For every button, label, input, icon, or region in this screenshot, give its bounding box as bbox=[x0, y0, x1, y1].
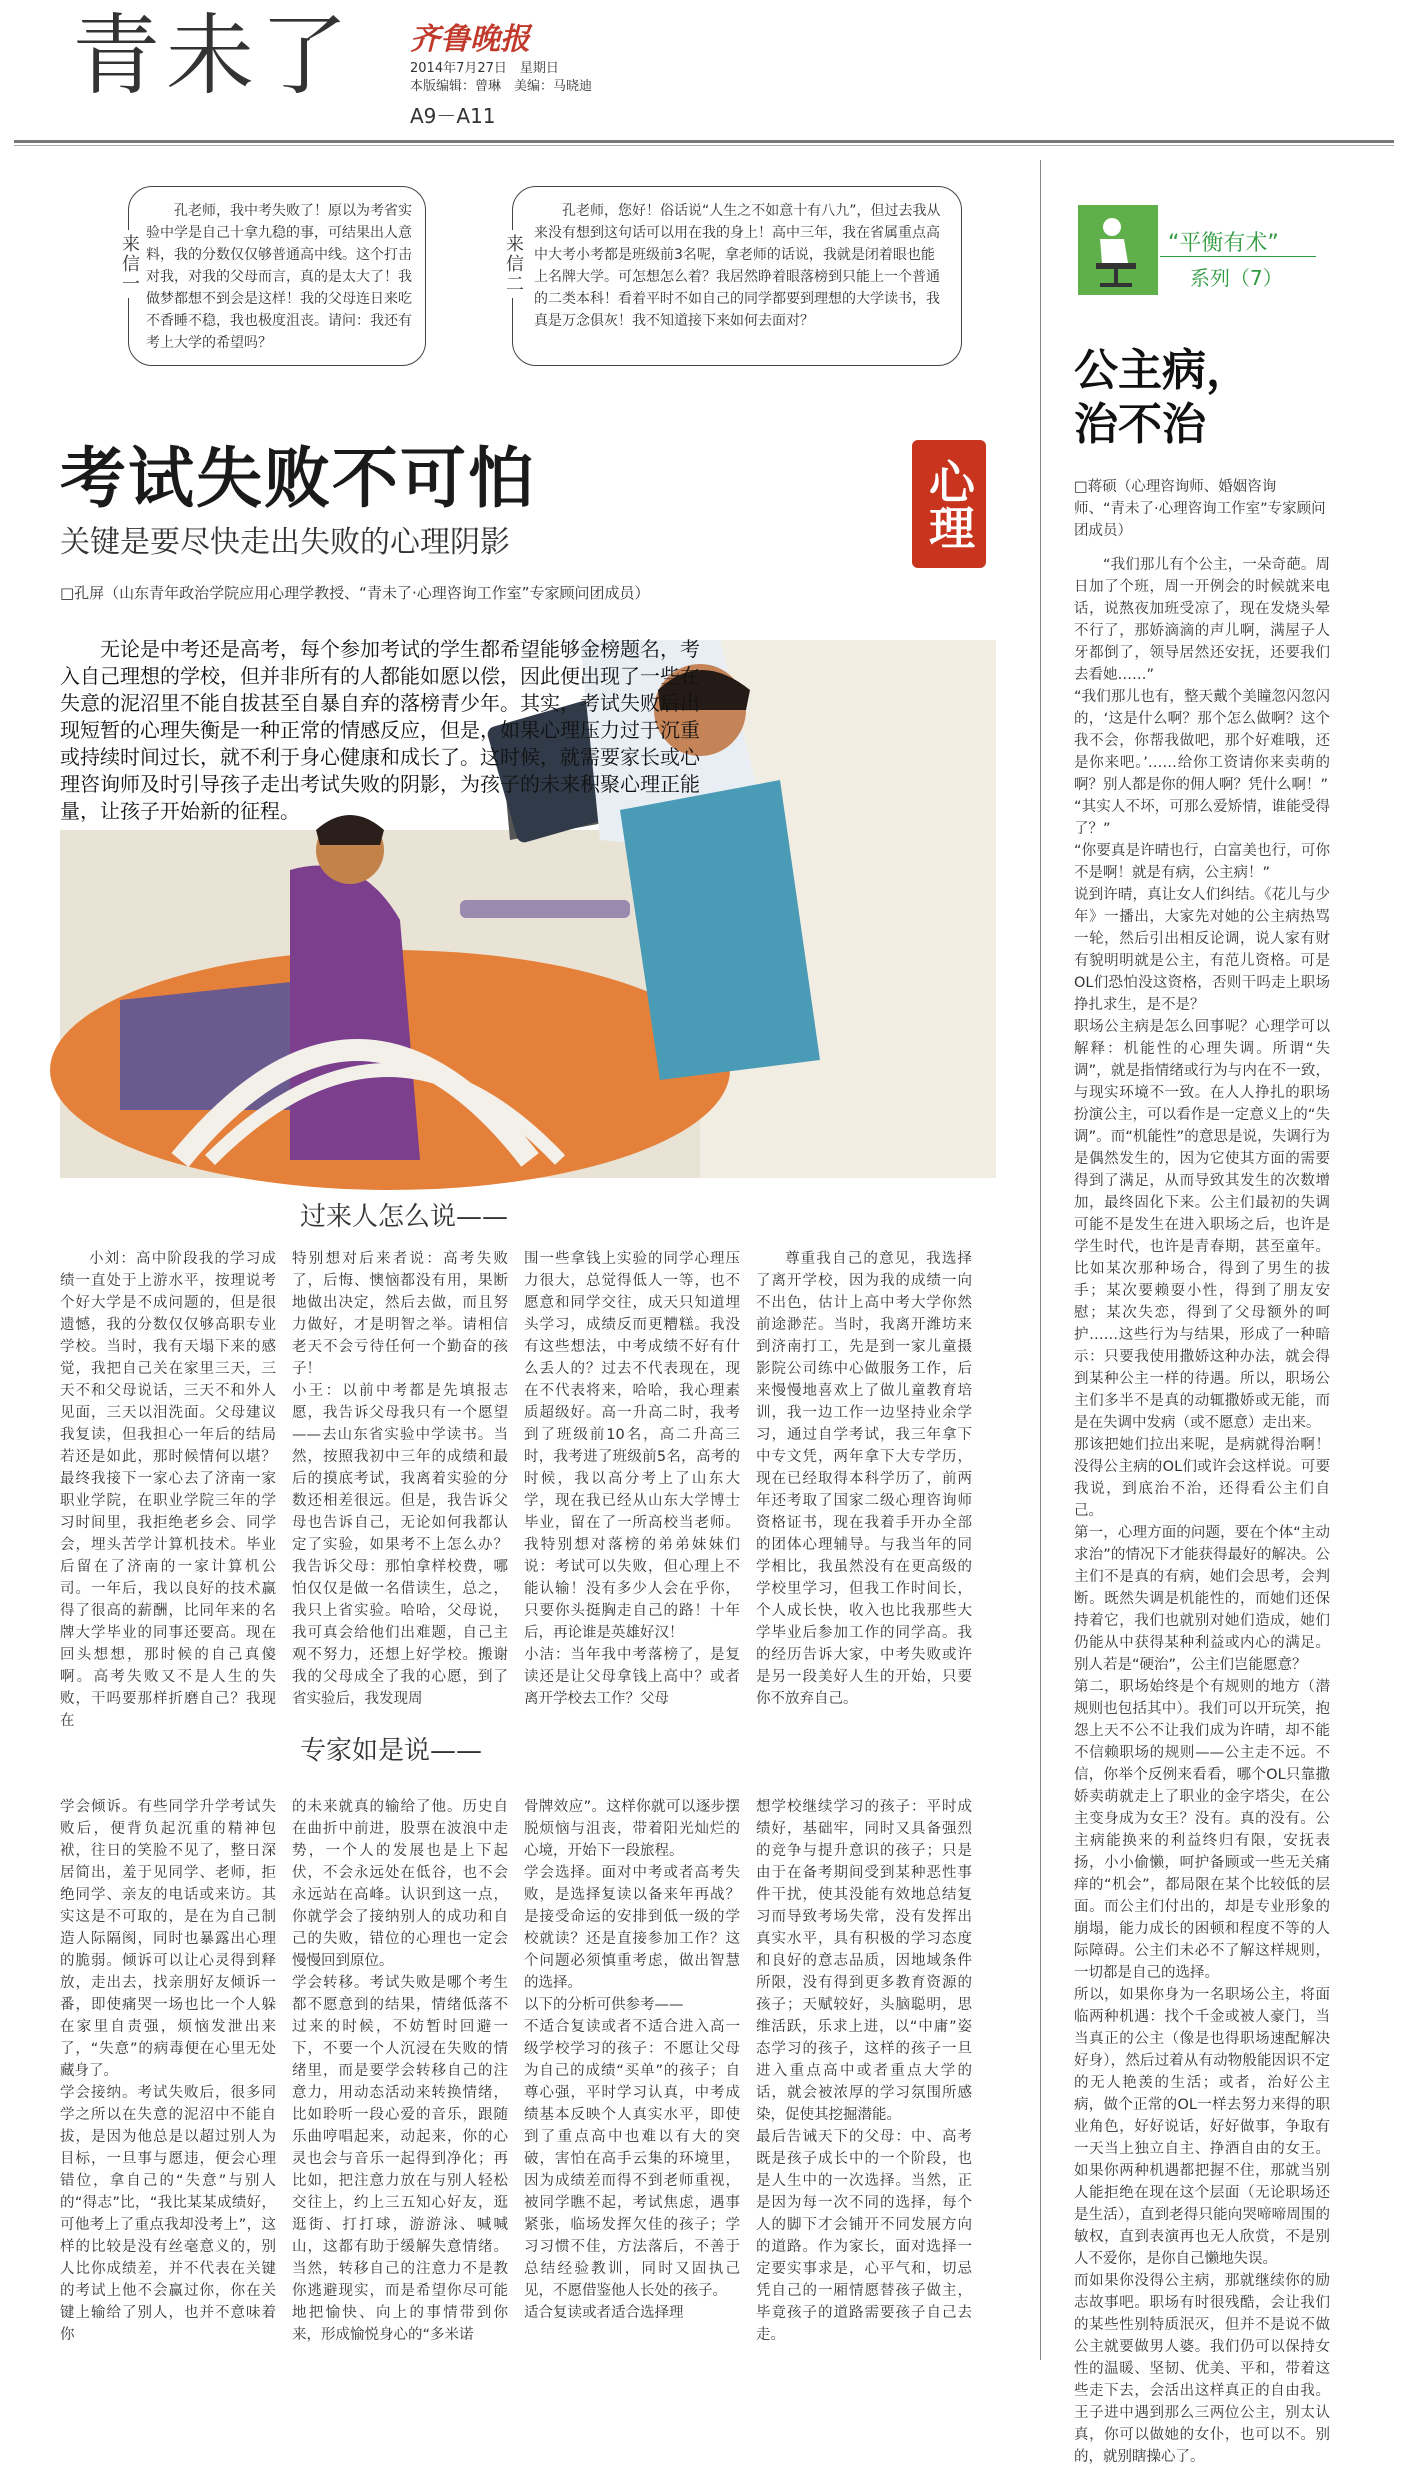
side-byline: □蒋硕（心理咨询师、婚姻咨询师、“青未了·心理咨询工作室”专家顾问团成员） bbox=[1074, 479, 1326, 539]
letter-tag-2: 来信二 bbox=[500, 230, 526, 298]
letter-tag-1: 来信一 bbox=[116, 230, 142, 298]
article-intro: 无论是中考还是高考，每个参加考试的学生都希望能够金榜题名，考入自己理想的学校，但并非所有的人都能如愿以偿，因此便出现了一些在失意的泥沼里不能自拔甚至自暴自弃的落榜青少年。其实，考试失败后出现短暂的心理失衡是一种正常的情感反应，但是，如果心理压力过于沉重或持续时间过长，就不利于身心健康和成长了。这时候，就需要家长或心理咨询师及时引导孩子走出考试失败的阴影，为孩子的未来积聚心理正能量，让孩子开始新的征程。 bbox=[60, 637, 700, 823]
issue-date: 2014年7月27日 星期日 bbox=[410, 61, 559, 76]
series-rule bbox=[1160, 256, 1316, 257]
section-heading-expert: 专家如是说—— bbox=[300, 1736, 483, 1766]
section1-col-1 bbox=[60, 1248, 276, 1729]
header-rule-thin bbox=[14, 145, 1394, 146]
side-title bbox=[1074, 344, 1250, 452]
side-title-line-2: 治不治 bbox=[1074, 399, 1206, 450]
header-rule bbox=[14, 140, 1394, 143]
editor-credits: 本版编辑：曾琳 美编：马晓迪 bbox=[410, 79, 593, 94]
column-stamp bbox=[912, 440, 986, 568]
side-title-line-1: 公主病， bbox=[1074, 345, 1250, 396]
section2-col-2: 的未来就真的输给了他。历史自在曲折中前进，股票在波浪中走势，一个人的发展也是上下起伏，不会永远处在低谷，也不会永远站在高峰。认识到这一点，你就学会了接纳别人的成功和自己的失败，错位的心理也一定会慢慢回到原位。 学会转移。考试失败是哪个考生都不愿意到的结果，情绪低落不过来的时候，不妨暂时回避一下，不要一个人沉浸在失败的情绪里，而是要学会转移自己的注意力，用动态活动来转换情绪，比如聆听一段心爱的音乐，跟随乐曲哼唱起来，动起来，你的心灵也会与音乐一起得到净化；再比如，把注意力放在与别人轻松交往上，约上三五知心好友，逛逛街、打打球，游游泳、喊喊山，这都有助于缓解失意情绪。当然，转移自己的注意力不是教你逃避现实，而是希望你尽可能地把愉快、向上的事情带到你来，形成愉悦身心的“多米诺 bbox=[292, 1799, 508, 2343]
section1-col-3: 围一些拿钱上实验的同学心理压力很大，总觉得低人一等，也不愿意和同学交往，成天只知道埋头学习，成绩反而更糟糕。我没有这些想法，中考成绩不好有什么丢人的？过去不代表现在，现在不代表将来，哈哈，我心理素质超级好。高一升高二时，我考到了班级前10名，高二升高三时，我考进了班级前5名，高考的时候，我以高分考上了山东大学，现在我已经从山东大学博士毕业，留在了一所高校当老师。我特别想对落榜的弟弟妹妹们说：考试可以失败，但心理上不能认输！没有多少人会在乎你，只要你头挺胸走自己的路！十年后，再论谁是英雄好汉！ 小洁：当年我中考落榜了，是复读还是让父母拿钱上高中？或者离开学校去工作？父母 bbox=[524, 1251, 740, 1707]
section-heading-past: 过来人怎么说—— bbox=[300, 1202, 509, 1232]
office-chair-icon bbox=[1078, 205, 1158, 295]
section-title: 青未了 bbox=[72, 4, 355, 107]
section2-col-1: 学会倾诉。有些同学升学考试失败后，便背负起沉重的精神包袱，往日的笑脸不见了，整日深居简出，羞于见同学、老师，拒绝同学、亲友的电话或来访。其实这是不可取的，是在为自己制造人际隔阂，同时也暴露出心理的脆弱。倾诉可以让心灵得到释放，走出去，找亲朋好友倾诉一番，即使痛哭一场也比一个人躲在家里自责强，烦恼发泄出来了，“失意”的病毒便在心里无处藏身了。 学会接纳。考试失败后，很多同学之所以在失意的泥沼中不能自拔，是因为他总是以超过别人为目标，一旦事与愿违，便会心理错位，拿自己的“失意”与别人的“得志”比，“我比某某成绩好，可他考上了重点我却没考上”，这样的比较是没有丝毫意义的，别人比你成绩差，并不代表在关键的考试上他不会赢过你，你在关键上输给了别人，也并不意味着你 bbox=[60, 1799, 276, 2343]
article-subtitle: 关键是要尽快走出失败的心理阴影 bbox=[60, 525, 510, 560]
letter-text-2: 孔老师，您好！俗话说“人生之不如意十有八九”，但过去我从来没有想到这句话可以用在我的身上！高中三年，我在省属重点高中大考小考都是班级前3名呢，拿老师的话说，我就是闭着眼也能上名牌大学。可怎想怎么着？我居然睁着眼落榜到只能上一个普通的二类本科！看着平时不如自己的同学都要到理想的大学读书，我真是万念俱灰！我不知道接下来如何去面对？ bbox=[534, 203, 941, 329]
newspaper-logo: 齐鲁晚报 bbox=[410, 22, 530, 57]
section1-col-4 bbox=[756, 1248, 972, 1707]
section2-col-3: 骨牌效应”。这样你就可以逐步摆脱烦恼与沮丧，带着阳光灿烂的心境，开始下一段旅程。 学会选择。面对中考或者高考失败，是选择复读以备来年再战？是接受命运的安排到低一级的学校就读？还是直接参加工作？这个问题必须慎重考虑，做出智慧的选择。 以下的分析可供参考—— 不适合复读或者不适合进入高一级学校学习的孩子：不愿让父母为自己的成绩“买单”的孩子；自尊心强，平时学习认真，中考成绩基本反映个人真实水平，即使到了重点高中也难以有大的突破，害怕在高手云集的环境里，因为成绩差而得不到老师重视，被同学瞧不起，考试焦虑，遇事紧张，临场发挥欠佳的孩子；学习习惯不佳，方法落后，不善于总结经验教训，同时又固执己见，不愿借鉴他人长处的孩子。 适合复读或者适合选择理 bbox=[524, 1799, 740, 2321]
letter-text-1: 孔老师，我中考失败了！原以为考省实验中学是自己十拿九稳的事，可结果出人意料，我的分数仅仅够普通高中线。这个打击对我，对我的父母而言，真的是太大了！我做梦都想不到会是这样！我的父母连日来吃不香睡不稳，我也极度沮丧。请问：我还有考上大学的希望吗？ bbox=[146, 203, 412, 351]
paragraph: 小刘：高中阶段我的学习成绩一直处于上游水平，按理说考个好大学是不成问题的，但是很遗憾，我的分数仅仅够高职专业学校。当时，我有天塌下来的感觉，我把自己关在家里三天，三天不和父母说话，三天不和外人见面，三天以泪洗面。父母建议我复读，但我担心一年后的结局若还是如此，那时候情何以堪？最终我接下一家心去了济南一家职业学院，在职业学院三年的学习时间里，我拒绝老乡会、同学会，埋头苦学计算机技术。毕业后留在了济南的一家计算机公司。一年后，我以良好的技术赢得了很高的薪酬，比同年来的名牌大学毕业的同事还要高。现在回头想想，那时候的自己真傻啊。高考失败又不是人生的失败，干吗要那样折磨自己？我现在 bbox=[60, 1251, 276, 1729]
section1-col-2: 特别想对后来者说：高考失败了，后悔、懊恼都没有用，果断地做出决定，然后去做，而且努力做好，才是明智之举。请相信老天不会亏待任何一个勤奋的孩子！ 小王：以前中考都是先填报志愿，我告诉父母我只有一个愿望——去山东省实验中学读书。当然，按照我初中三年的成绩和最后的摸底考试，我离着实验的分数还相差很远。但是，我告诉父母也告诉自己，无论如何我都认定了实验，如果考不上怎么办？我告诉父母：那怕拿样校费，哪怕仅仅是做一名借读生，总之，我只上省实验。哈哈，父母说，我可真会给他们出难题，自己主观不努力，还想上好学校。搬谢我的父母成全了我的心愿，到了省实验后，我发现周 bbox=[292, 1251, 508, 1707]
article-byline: □孔屏（山东青年政治学院应用心理学教授、“青未了·心理咨询工作室”专家顾问团成员） bbox=[60, 584, 650, 602]
article-title: 考试失败不可怕 bbox=[60, 439, 536, 517]
page-range: A9－A11 bbox=[410, 104, 496, 128]
series-label: “平衡有术” bbox=[1168, 231, 1279, 256]
column-divider bbox=[1040, 160, 1041, 2360]
paragraph: 尊重我自己的意见，我选择了离开学校，因为我的成绩一向不出色，估计上高中考大学你然前途渺茫。当时，我离开潍坊来到济南打工，先是到一家儿童摄影院公司练中心做服务工作，后来慢慢地喜欢上了做儿童教育培训，我一边工作一边坚持业余学习，通过自学考试，我三年拿下中专文凭，两年拿下大专学历，现在已经取得本科学历了，前两年还考取了国家二级心理咨询师资格证书，现在我着手开办全部的团体心理辅导。与我当年的同学相比，我虽然没有在更高级的学校里学习，但我工作时间长，个人成长快，收入也比我那些大学毕业后参加工作的同学高。我的经历告诉大家，中考失败或许是另一段美好人生的开始，只要你不放弃自己。 bbox=[756, 1251, 972, 1707]
side-body: “我们那儿有个公主，一朵奇葩。周日加了个班，周一开例会的时候就来电话，说熬夜加班受凉了，现在发烧头晕不行了，那娇滴滴的声儿啊，满屋子人牙都倒了，领导居然还安抚，还要我们去看她……” “我们那儿也有，整天戴个美瞳忽闪忽闪的，‘这是什么啊？那个怎么做啊？这个我不会，你帮我做吧，那个好难哦，还是你来吧。’……给你工资请你来卖萌的啊？别人都是你的佣人啊？凭什么啊！” “其实人不坏，可那么爱矫情，谁能受得了？” “你要真是许晴也行，白富美也行，可你不是啊！就是有病，公主病！” 说到许晴，真让女人们纠结。《花儿与少年》一播出，大家先对她的公主病热骂一轮，然后引出相反论调，说人家有财有貌明明就是公主，有范儿资格。可是OL们恐怕没这资格，否则干吗走上职场挣扎求生，是不是？ 职场公主病是怎么回事呢？心理学可以解释：机能性的心理失调。所谓“失调”，就是指情绪或行为与内在不一致，与现实环境不一致。在人人挣扎的职场扮演公主，可以看作是一定意义上的“失调”。而“机能性”的意思是说，失调行为是偶然发生的，因为它使其方面的需要得到了满足，从而导致其发生的次数增加，最终固化下来。公主们最初的失调可能不是发生在进入职场之后，也许是学生时代，也许是青春期，甚至童年。比如某次那种场合，得到了男生的拔手；某次要赖耍小性，得到了朋友安慰；某次失恋，得到了父母额外的呵护……这些行为与结果，形成了一种暗示：只要我使用撒娇这种办法，就会得到某种公主一样的待遇。所以，职场公主们多半不是真的动辄撒娇或无能，而是在失调中发病（或不愿意）走出来。 那该把她们拉出来呢，是病就得治啊！没得公主病的OL们或许会这样说。可要我说，到底治不治，还得看公主们自己。 第一，心理方面的问题，要在个体“主动求治”的情况下才能获得最好的解决。公主们不是真的有病，她们会思考，会判断。既然失调是机能性的，而她们还保持着它，我们也就别对她们造成，她们仍能从中获得某种利益或内心的满足。别人若是“硬治”，公主们岂能愿意？ 第二，职场始终是个有规则的地方（潜规则也包括其中）。我们可以开玩笑，抱怨上天不公不让我们成为许晴，却不能不信赖职场的规则——公主走不远。不信，你举个反例来看看，哪个OL只靠撒娇卖萌就走上了职业的金字塔尖，在公主变身成为女王？没有。真的没有。公主病能换来的利益终归有限，安抚表扬，小小偷懒，呵护备顾或一些无关痛痒的“机会”，都局限在某个比较低的层面。而公主们付出的，却是专业形象的崩塌，能力成长的困顿和程度不等的人际障碍。公主们未必不了解这样规则，一切都是自己的选择。 所以，如果你身为一名职场公主，将面临两种机遇：找个千金或被人豪门，当当真正的公主（像是也得职场速配解决好身），然后过着从有动物般能因识不定的无人艳羡的生活；或者，治好公主病，做个正常的OL一样去努力来得的职业角色，好好说话，好好做事，争取有一天当上独立自主、挣酒自由的女王。如果你两种机遇都把握不住，那就当别人能拒绝在现在这个层面（无论职场还是生活），直到老得只能向哭啼啼周围的敏权，直到表演再也无人欣赏，不是别人不爱你，是你自己懒地失误。 而如果你没得公主病，那就继续你的励志故事吧。职场有时很残酷，会让我们的某些性别特质泯灭，但并不是说不做公主就要做男人婆。我们仍可以保持女性的温暖、坚韧、优美、平和，带着这些走下去，会活出这样真正的自由我。王子进中遇到那么三两位公主，别太认真，你可以做她的女仆，也可以不。别的，就别瞎操心了。 bbox=[1074, 557, 1330, 2465]
section2-col-4: 想学校继续学习的孩子：平时成绩好，基础牢，同时又具备强烈的竞争与提升意识的孩子；只是由于在备考期间受到某种恶性事件干扰，使其没能有效地总结复习而导致考场失常，没有发挥出真实水平，具有积极的学习态度和良好的意志品质，因地域条件所限，没有得到更多教育资源的孩子；天赋较好，头脑聪明，思维活跃，乐求上进，以“中庸”姿态学习的孩子，这样的孩子一旦进入重点高中或者重点大学的话，就会被浓厚的学习氛围所感染，促使其挖掘潜能。 最后告诫天下的父母：中、高考既是孩子成长中的一个阶段，也是人生中的一次选择。当然，正是因为每一次不同的选择，每个人的脚下才会铺开不同发展方向的道路。作为家长，面对选择一定要实事求是，心平气和，切忌凭自己的一厢情愿替孩子做主，毕竟孩子的道路需要孩子自己去走。 bbox=[756, 1799, 972, 2343]
series-number: 系列（7） bbox=[1190, 266, 1283, 290]
stamp-text: 心理 bbox=[922, 458, 976, 550]
